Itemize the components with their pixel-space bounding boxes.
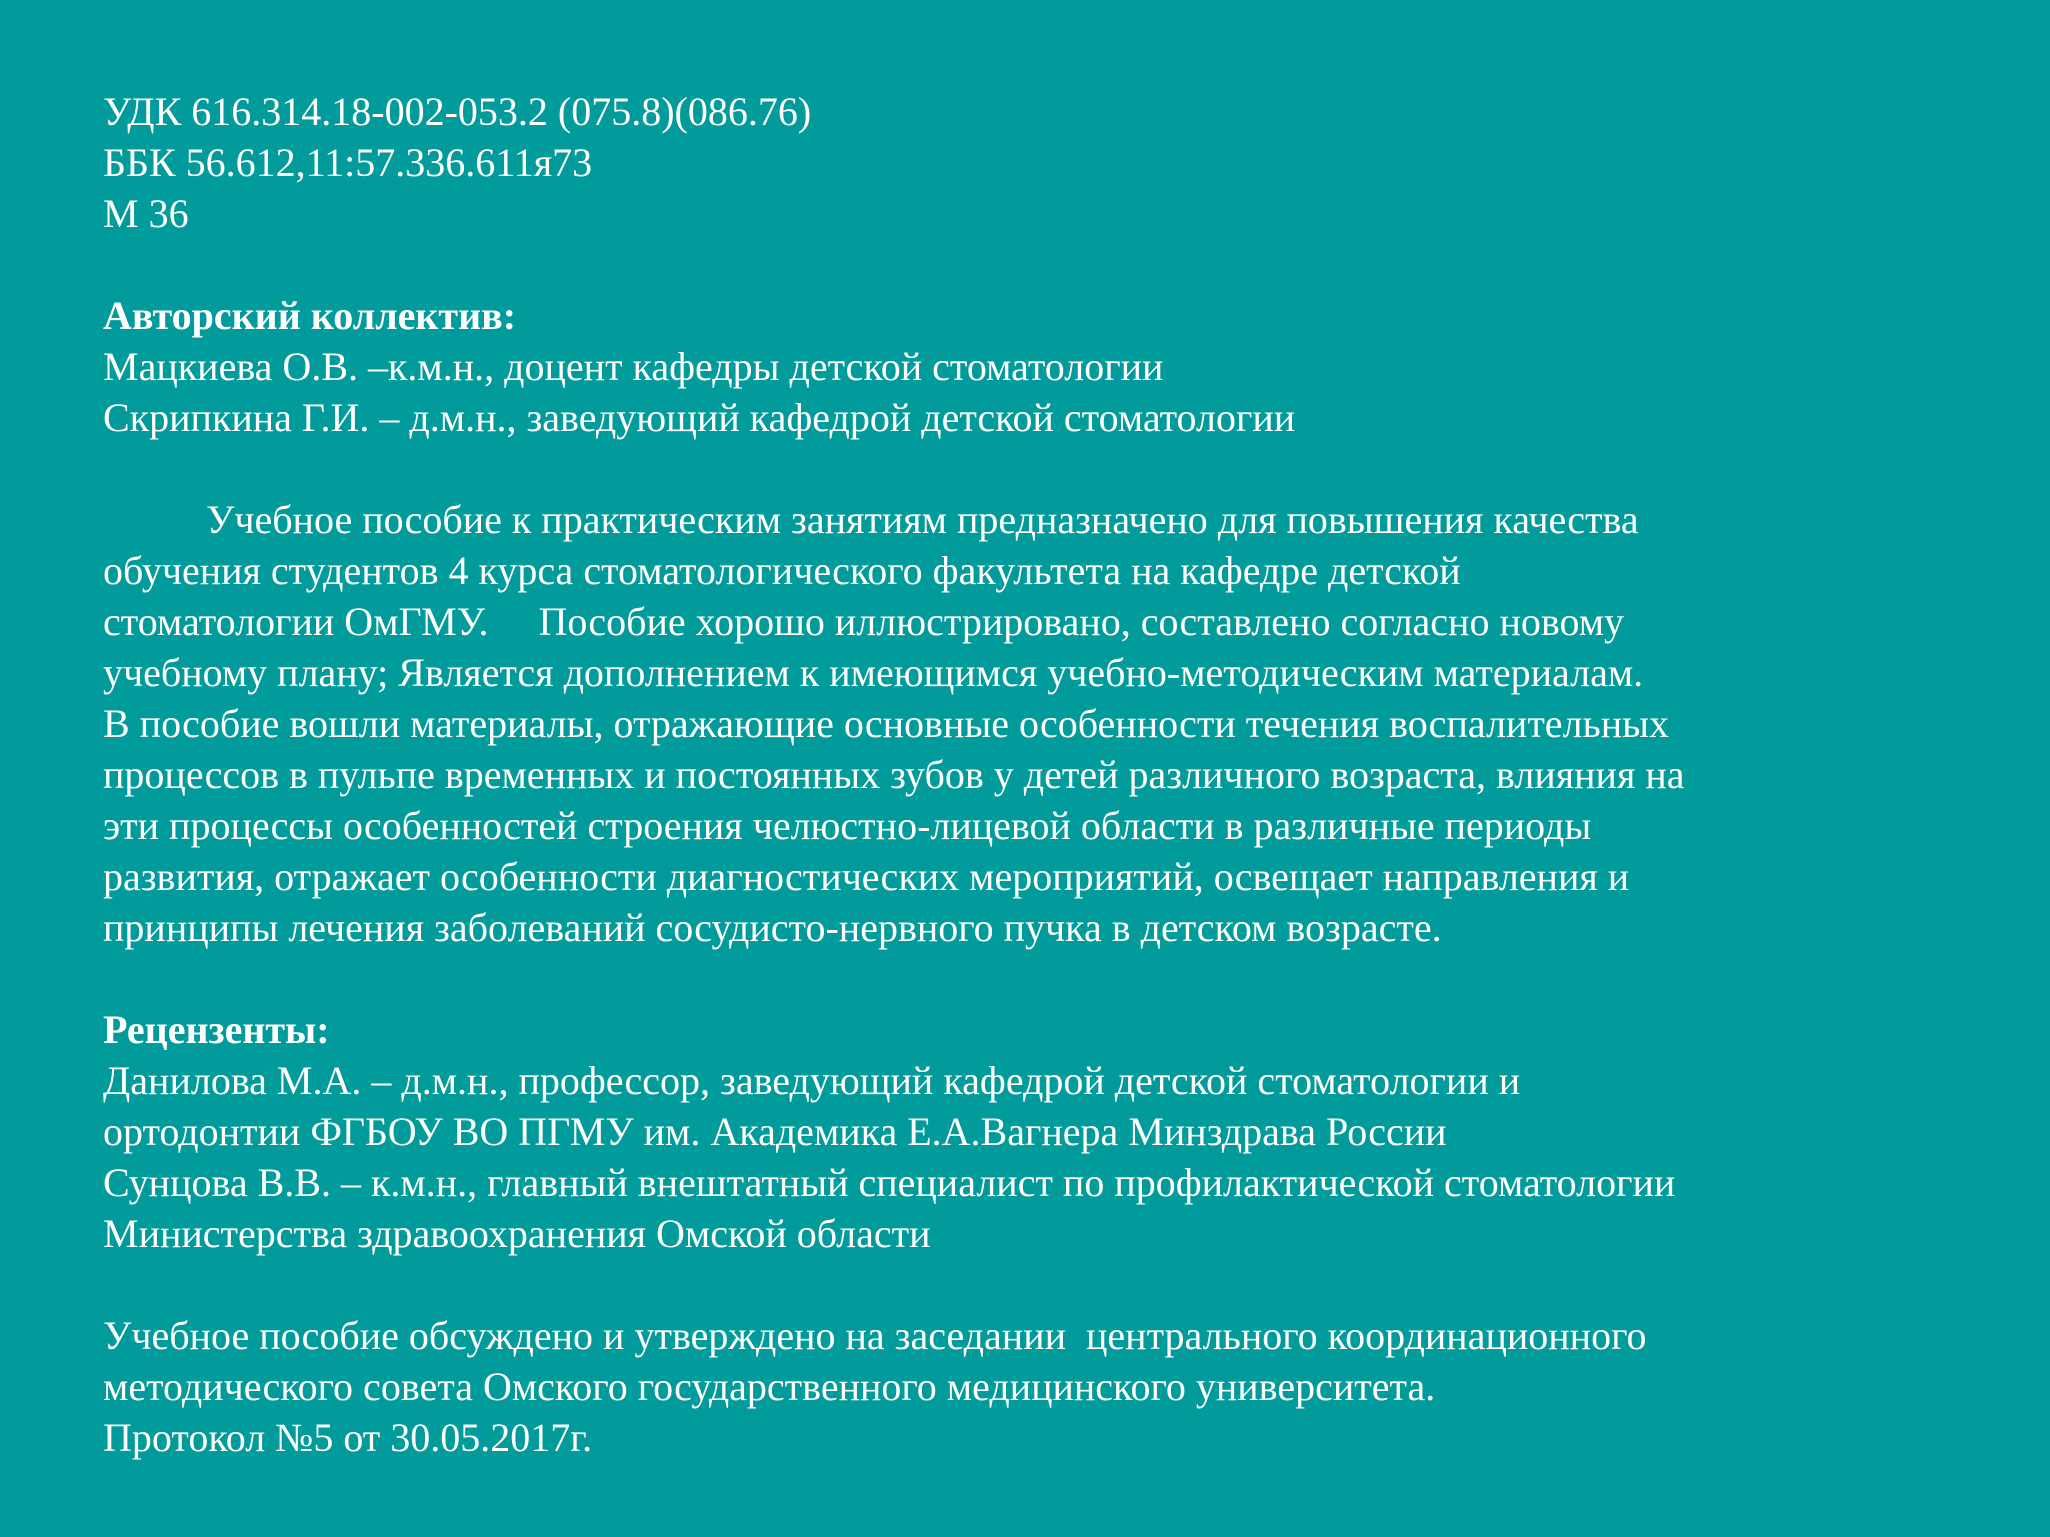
reviewer-line: ортодонтии ФГБОУ ВО ПГМУ им. Академика Е.А.Вагнера Минздрава России	[103, 1109, 1447, 1154]
approval-line: методического совета Омского государственного медицинского университета.	[103, 1364, 1436, 1409]
abstract-block	[103, 494, 1990, 953]
reviewer-line: Сунцова В.В. – к.м.н., главный внештатный специалист по профилактической стоматологии	[103, 1160, 1676, 1205]
abstract-line: эти процессы особенностей строения челюстно-лицевой области в различные периоды	[103, 803, 1592, 848]
imprint-block	[103, 86, 1990, 239]
abstract-line: развития, отражает особенности диагностических мероприятий, освещает направления и	[103, 854, 1630, 899]
reviewer-line: Министерства здравоохранения Омской области	[103, 1211, 931, 1256]
spacer	[103, 953, 1990, 1004]
spacer	[103, 443, 1990, 494]
reviewer-line: Данилова М.А. – д.м.н., профессор, заведующий кафедрой детской стоматологии и	[103, 1058, 1521, 1103]
abstract-line: стоматологии ОмГМУ. Пособие хорошо иллюстрировано, составлено согласно новому	[103, 599, 1625, 644]
bbk-line: ББК 56.612,11:57.336.611я73	[103, 140, 593, 185]
reviewers-block	[103, 1004, 1990, 1259]
protocol-line: Протокол №5 от 30.05.2017г.	[103, 1415, 593, 1460]
abstract-line: обучения студентов 4 курса стоматологического факультета на кафедре детской	[103, 548, 1461, 593]
author-code-line: М 36	[103, 191, 189, 236]
reviewers-heading: Рецензенты:	[103, 1007, 330, 1052]
abstract-line: Учебное пособие к практическим занятиям предназначено для повышения качества	[206, 497, 1639, 542]
udk-line: УДК 616.314.18-002-053.2 (075.8)(086.76)	[103, 89, 812, 134]
approval-block	[103, 1310, 1990, 1463]
author-line: Скрипкина Г.И. – д.м.н., заведующий кафедрой детской стоматологии	[103, 395, 1296, 440]
abstract-line: принципы лечения заболеваний сосудисто-нервного пучка в детском возрасте.	[103, 905, 1442, 950]
abstract-line: учебному плану; Является дополнением к имеющимся учебно-методическим материалам.	[103, 650, 1644, 695]
spacer	[103, 1259, 1990, 1310]
abstract-line: процессов в пульпе временных и постоянных зубов у детей различного возраста, влияния на	[103, 752, 1685, 797]
approval-line: Учебное пособие обсуждено и утверждено на заседании центрального координационного	[103, 1313, 1647, 1358]
author-line: Мацкиева О.В. –к.м.н., доцент кафедры детской стоматологии	[103, 344, 1164, 389]
authors-block	[103, 290, 1990, 443]
abstract-line: В пособие вошли материалы, отражающие основные особенности течения воспалительных	[103, 701, 1670, 746]
spacer	[103, 239, 1990, 290]
authors-heading: Авторский коллектив:	[103, 293, 517, 338]
